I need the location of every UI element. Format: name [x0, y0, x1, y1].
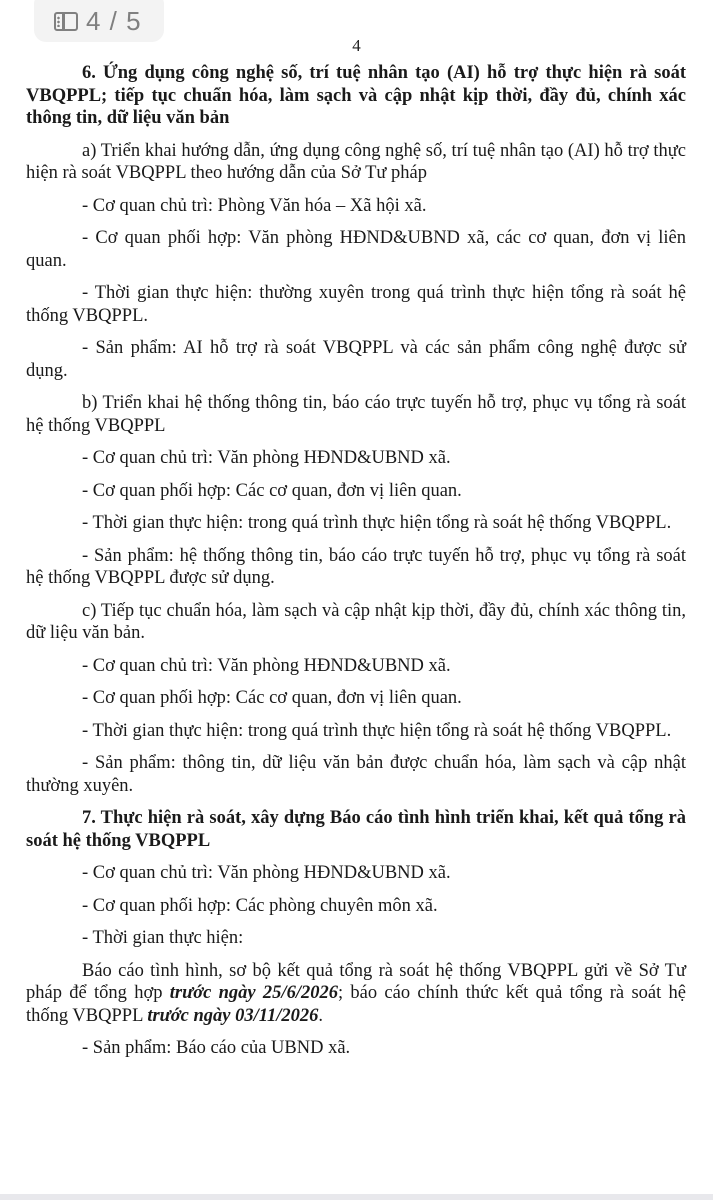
- item-a-heading: a) Triển khai hướng dẫn, ứng dụng công nghệ số, trí tuệ nhân tạo (AI) hỗ trợ thực hiện rà soát VBQPPL theo hướng dẫn của Sở Tư pháp: [26, 140, 686, 183]
- item-c-timeline: - Thời gian thực hiện: trong quá trình thực hiện tổng rà soát hệ thống VBQPPL.: [82, 720, 672, 741]
- bottom-toolbar-edge: [0, 1194, 713, 1200]
- item-c-heading: c) Tiếp tục chuẩn hóa, làm sạch và cập nhật kịp thời, đầy đủ, chính xác thông tin, dữ liệu văn bản.: [26, 600, 686, 643]
- item-a-timeline: - Thời gian thực hiện: thường xuyên trong quá trình thực hiện tổng rà soát hệ thống VBQPPL.: [26, 283, 686, 326]
- section-7-coordinating-agency: - Cơ quan phối hợp: Các phòng chuyên môn xã.: [82, 895, 438, 916]
- report-text-1: Báo cáo tình hình, sơ bộ kết quả tổng rà soát hệ thống VBQPPL gửi về Sở Tư pháp để tổng hợp: [26, 960, 686, 1003]
- document-body: [26, 62, 686, 1070]
- report-deadline-1: trước ngày 25/6/2026: [169, 983, 338, 1003]
- item-c-coordinating-agency: - Cơ quan phối hợp: Các cơ quan, đơn vị liên quan.: [82, 688, 462, 708]
- item-b-heading: b) Triển khai hệ thống thông tin, báo cáo trực tuyến hỗ trợ, phục vụ tổng rà soát hệ thống VBQPPL: [26, 393, 686, 436]
- document-page-number: 4: [352, 36, 361, 55]
- item-a-coordinating-agency: - Cơ quan phối hợp: Văn phòng HĐND&UBND xã, các cơ quan, đơn vị liên quan.: [26, 228, 686, 271]
- section-6-heading: 6. Ứng dụng công nghệ số, trí tuệ nhân tạo (AI) hỗ trợ thực hiện rà soát VBQPPL; tiếp tục chuẩn hóa, làm sạch và cập nhật kịp thời, đầy đủ, chính xác thông tin, dữ liệu văn bản: [26, 63, 686, 128]
- item-c-lead-agency: - Cơ quan chủ trì: Văn phòng HĐND&UBND xã.: [82, 655, 451, 676]
- page-indicator-text: 4 / 5: [86, 5, 142, 36]
- item-c-product: - Sản phẩm: thông tin, dữ liệu văn bản được chuẩn hóa, làm sạch và cập nhật thường xuyên.: [26, 753, 686, 796]
- item-b-lead-agency: - Cơ quan chủ trì: Văn phòng HĐND&UBND xã.: [82, 448, 451, 468]
- item-b-timeline: - Thời gian thực hiện: trong quá trình thực hiện tổng rà soát hệ thống VBQPPL.: [82, 513, 672, 533]
- section-7-lead-agency: - Cơ quan chủ trì: Văn phòng HĐND&UBND xã.: [82, 863, 451, 883]
- section-7-report-schedule: [26, 960, 686, 1028]
- section-7-heading: 7. Thực hiện rà soát, xây dựng Báo cáo tình hình triển khai, kết quả tổng rà soát hệ thống VBQPPL: [26, 808, 686, 851]
- section-7-timeline-label: - Thời gian thực hiện:: [82, 928, 244, 948]
- report-text-2: ; báo cáo chính thức kết quả tổng rà soát hệ thống VBQPPL: [26, 983, 686, 1026]
- item-b-coordinating-agency: - Cơ quan phối hợp: Các cơ quan, đơn vị liên quan.: [82, 480, 462, 501]
- section-7-product: - Sản phẩm: Báo cáo của UBND xã.: [82, 1038, 351, 1058]
- report-text-3: .: [318, 1005, 324, 1026]
- item-a-product: - Sản phẩm: AI hỗ trợ rà soát VBQPPL và các sản phẩm công nghệ được sử dụng.: [26, 338, 686, 381]
- item-a-lead-agency: - Cơ quan chủ trì: Phòng Văn hóa – Xã hội xã.: [82, 195, 427, 216]
- sidebar-pages-icon: [54, 12, 78, 31]
- item-b-product: - Sản phẩm: hệ thống thông tin, báo cáo trực tuyến hỗ trợ, phục vụ tổng rà soát hệ thống VBQPPL được sử dụng.: [26, 545, 686, 588]
- report-deadline-2: trước ngày 03/11/2026: [147, 1005, 319, 1026]
